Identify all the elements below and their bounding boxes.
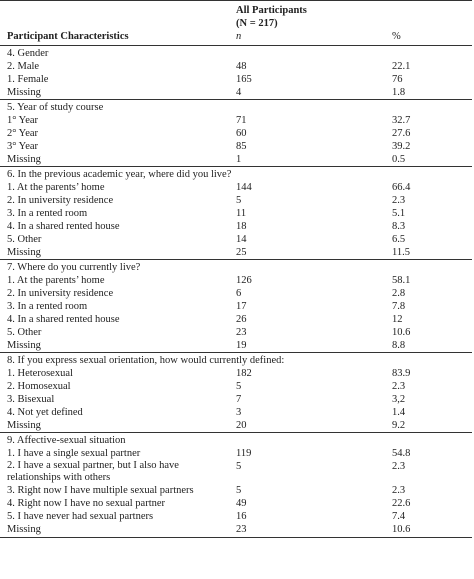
row-label: 4. In a shared rented house: [7, 221, 120, 232]
row-n: 6: [236, 288, 242, 299]
row-n: 23: [229, 523, 385, 538]
row-n: 18: [236, 221, 247, 232]
section-title: 4. Gender: [0, 46, 472, 61]
row-pct: 3,2: [392, 394, 406, 405]
row-pct: 2.3: [392, 195, 406, 206]
table-row: [0, 127, 472, 140]
section-title-row: [0, 353, 472, 368]
section-title: 9. Affective-sexual situation: [0, 433, 472, 448]
row-pct: 7.4: [392, 511, 406, 522]
row-label: 5. I have never had sexual partners: [7, 511, 154, 522]
row-n: 14: [236, 234, 247, 245]
row-n: 71: [236, 115, 247, 126]
row-n: 5: [236, 461, 242, 472]
row-pct: 11.5: [392, 247, 410, 258]
row-n: 119: [236, 448, 252, 459]
row-pct: 5.1: [392, 208, 406, 219]
row-pct: 2.3: [392, 381, 406, 392]
row-label: 2. Male: [7, 61, 40, 72]
row-pct: 54.8: [392, 448, 411, 459]
row-label: 4. In a shared rented house: [7, 314, 120, 325]
section-title: 5. Year of study course: [0, 100, 472, 115]
row-n: 20: [236, 420, 247, 431]
row-pct: 7.8: [392, 301, 406, 312]
col-header-n: n: [229, 30, 385, 46]
row-label: 4. Not yet defined: [7, 407, 83, 418]
row-n: 5: [236, 485, 242, 496]
row-label: 5. Other: [7, 234, 42, 245]
row-label: 1. At the parents’ home: [7, 182, 105, 193]
row-n: 11: [236, 208, 247, 219]
row-n: 85: [236, 141, 247, 152]
row-pct: 22.6: [392, 498, 411, 509]
row-n: 60: [236, 128, 247, 139]
section-title-row: [0, 46, 472, 61]
table-row: [0, 60, 472, 73]
row-pct: 32.7: [392, 115, 411, 126]
row-pct: 1.4: [392, 407, 406, 418]
row-n: 26: [236, 314, 247, 325]
row-label: 2. I have a sexual partner, but I also have relationships with others: [7, 460, 179, 483]
row-pct: 22.1: [392, 61, 411, 72]
row-label: 3° Year: [7, 141, 39, 152]
row-n: 5: [236, 381, 242, 392]
row-n: 165: [236, 74, 252, 85]
table-row: [0, 233, 472, 246]
section-title-row: [0, 100, 472, 115]
row-label: Missing: [7, 154, 41, 165]
group-header-line1: All Participants: [229, 1, 472, 18]
row-label: 2° Year: [7, 128, 39, 139]
row-label: Missing: [7, 87, 41, 98]
row-n: 17: [236, 301, 247, 312]
row-pct: 2.3: [392, 461, 406, 472]
section-title-row: [0, 433, 472, 448]
row-label: Missing: [0, 523, 229, 538]
table-row: [0, 86, 472, 100]
table-row: [0, 393, 472, 406]
row-n: 126: [236, 275, 252, 286]
table-row: [0, 274, 472, 287]
table-row: [0, 140, 472, 153]
row-label: 1. Female: [7, 74, 49, 85]
row-label: 4. Right now I have no sexual partner: [7, 498, 166, 509]
table-row: [0, 114, 472, 127]
table-row: [0, 447, 472, 460]
row-label: 3. Bisexual: [7, 394, 55, 405]
row-n: 182: [236, 368, 252, 379]
table-row: [0, 287, 472, 300]
row-pct: 6.5: [392, 234, 406, 245]
row-n: 144: [236, 182, 252, 193]
row-pct: 1.8: [392, 87, 406, 98]
section-title: 8. If you express sexual orientation, how would currently defined:: [0, 353, 472, 368]
table-row: [0, 497, 472, 510]
section-title: 6. In the previous academic year, where did you live?: [0, 167, 472, 182]
row-label: 3. In a rented room: [7, 301, 88, 312]
row-n: 19: [236, 340, 247, 351]
row-label: 3. Right now I have multiple sexual partners: [7, 485, 194, 496]
table-row: [0, 510, 472, 523]
row-pct: 8.8: [392, 340, 406, 351]
table-row: [0, 220, 472, 233]
section-title-row: [0, 260, 472, 275]
row-pct: 2.3: [392, 485, 406, 496]
row-n: 25: [236, 247, 247, 258]
row-pct: 76: [392, 74, 403, 85]
row-pct: 27.6: [392, 128, 411, 139]
row-label: 1. I have a single sexual partner: [7, 448, 141, 459]
row-pct: 0.5: [392, 154, 406, 165]
table-row: [0, 73, 472, 86]
table-row: [0, 153, 472, 167]
table-row: [0, 523, 472, 538]
row-label: 3. In a rented room: [7, 208, 88, 219]
table-row: [0, 380, 472, 393]
row-label: 1. Heterosexual: [7, 368, 73, 379]
group-header-line2: (N = 217): [236, 18, 278, 29]
row-label: 2. Homosexual: [7, 381, 71, 392]
table-row: [0, 313, 472, 326]
row-n: 16: [236, 511, 247, 522]
row-label: Missing: [7, 247, 41, 258]
row-label: 2. In university residence: [7, 195, 114, 206]
col-header-characteristics: Participant Characteristics: [0, 30, 229, 46]
row-pct: 10.6: [385, 523, 472, 538]
row-label: Missing: [7, 340, 41, 351]
row-pct: 9.2: [392, 420, 406, 431]
table-row: [0, 484, 472, 497]
table-row: [0, 300, 472, 313]
row-label: 1. At the parents’ home: [7, 275, 105, 286]
table-header: [0, 1, 472, 46]
row-label: 2. In university residence: [7, 288, 114, 299]
row-pct: 8.3: [392, 221, 406, 232]
table-row: [0, 460, 472, 484]
table-row: [0, 367, 472, 380]
row-n: 4: [236, 87, 242, 98]
row-pct: 66.4: [392, 182, 411, 193]
row-n: 1: [236, 154, 242, 165]
table-row: [0, 246, 472, 260]
row-n: 7: [236, 394, 242, 405]
section-title: 7. Where do you currently live?: [0, 260, 472, 275]
table-row: [0, 339, 472, 353]
row-pct: 39.2: [392, 141, 411, 152]
col-header-pct: %: [385, 30, 472, 46]
row-pct: 83.9: [392, 368, 411, 379]
row-n: 48: [236, 61, 247, 72]
row-n: 23: [236, 327, 247, 338]
row-n: 49: [236, 498, 247, 509]
table-row: [0, 194, 472, 207]
row-pct: 12: [392, 314, 403, 325]
row-pct: 10.6: [392, 327, 411, 338]
row-n: 3: [236, 407, 242, 418]
row-pct: 2.8: [392, 288, 406, 299]
table-row: [0, 406, 472, 419]
row-n: 5: [236, 195, 242, 206]
row-pct: 58.1: [392, 275, 411, 286]
row-label: 5. Other: [7, 327, 42, 338]
table-row: [0, 326, 472, 339]
section-title-row: [0, 167, 472, 182]
table-row: [0, 419, 472, 433]
table-row: [0, 207, 472, 220]
table-row: [0, 181, 472, 194]
row-label: 1° Year: [7, 115, 39, 126]
table-body: [0, 46, 472, 538]
row-label: Missing: [7, 420, 41, 431]
